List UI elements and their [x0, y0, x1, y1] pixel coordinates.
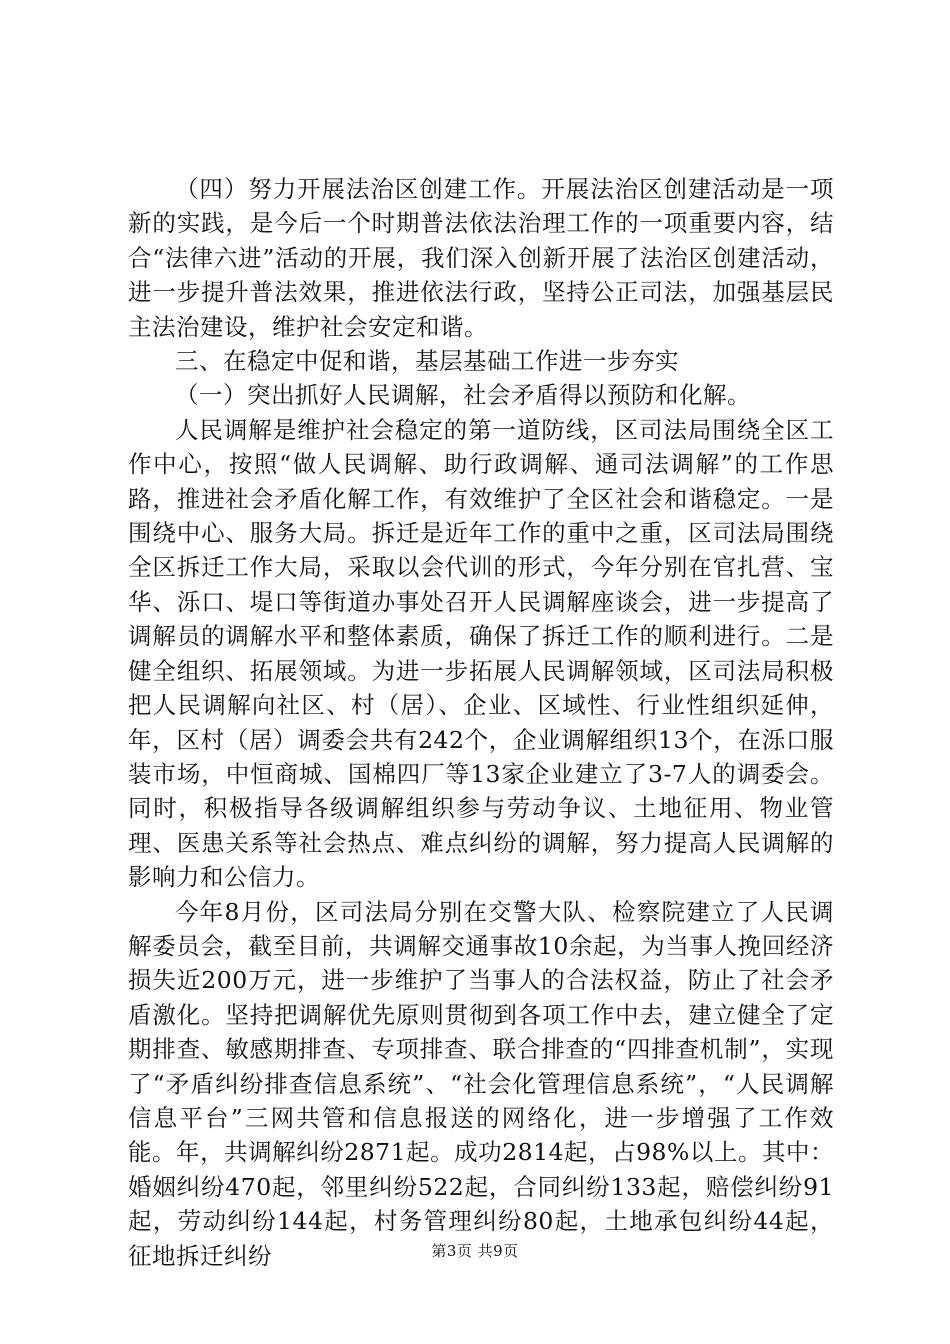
section-heading-three: 三、在稳定中促和谐，基层基础工作进一步夯实	[175, 347, 679, 376]
document-body	[128, 172, 834, 1273]
subsection-heading-one: （一）突出抓好人民调解，社会矛盾得以预防和化解。	[175, 381, 751, 410]
paragraph-people-mediation: 人民调解是维护社会稳定的第一道防线，区司法局围绕全区工作中心，按照“做人民调解、助行政调解、通司法调解”的工作思路，推进社会矛盾化解工作，有效维护了全区社会和谐稳定。一是围绕中心、服务大局。拆迁是近年工作的重中之重，区司法局围绕全区拆迁工作大局，采取以会代训的形式，今年分别在官扎营、宝华、泺口、堤口等街道办事处召开人民调解座谈会，进一步提高了调解员的调解水平和整体素质，确保了拆迁工作的顺利进行。二是健全组织、拓展领域。为进一步拓展人民调解领域，区司法局积极把人民调解向社区、村（居）、企业、区域性、行业性组织延伸，年，区村（居）调委会共有242个，企业调解组织13个，在泺口服装市场，中恒商城、国棉四厂等13家企业建立了3-7人的调委会。同时，积极指导各级调解组织参与劳动争议、土地征用、物业管理、医患关系等社会热点、难点纠纷的调解，努力提高人民调解的影响力和公信力。	[128, 415, 834, 892]
page-footer: 第3页 共9页	[431, 1242, 519, 1260]
paragraph-section-four: （四）努力开展法治区创建工作。开展法治区创建活动是一项新的实践，是今后一个时期普法依法治理工作的一项重要内容，结合“法律六进”活动的开展，我们深入创新开展了法治区创建活动，进一步提升普法效果，推进依法行政，坚持公正司法，加强基层民主法治建设，维护社会安定和谐。	[128, 175, 834, 341]
paragraph-august-mediation: 今年8月份，区司法局分别在交警大队、检察院建立了人民调解委员会，截至目前，共调解交通事故10余起，为当事人挽回经济损失近200万元，进一步维护了当事人的合法权益，防止了社会矛盾激化。坚持把调解优先原则贯彻到各项工作中去，建立健全了定期排查、敏感期排查、专项排查、联合排查的“四排查机制”，实现了“矛盾纠纷排查信息系统”、“社会化管理信息系统”，“人民调解信息平台”三网共管和信息报送的网络化，进一步增强了工作效能。年，共调解纠纷2871起。成功2814起，占98%以上。其中：婚姻纠纷470起，邻里纠纷522起，合同纠纷133起，赔偿纠纷91起，劳动纠纷144起，村务管理纠纷80起，土地承包纠纷44起，征地拆迁纠纷	[128, 897, 834, 1270]
